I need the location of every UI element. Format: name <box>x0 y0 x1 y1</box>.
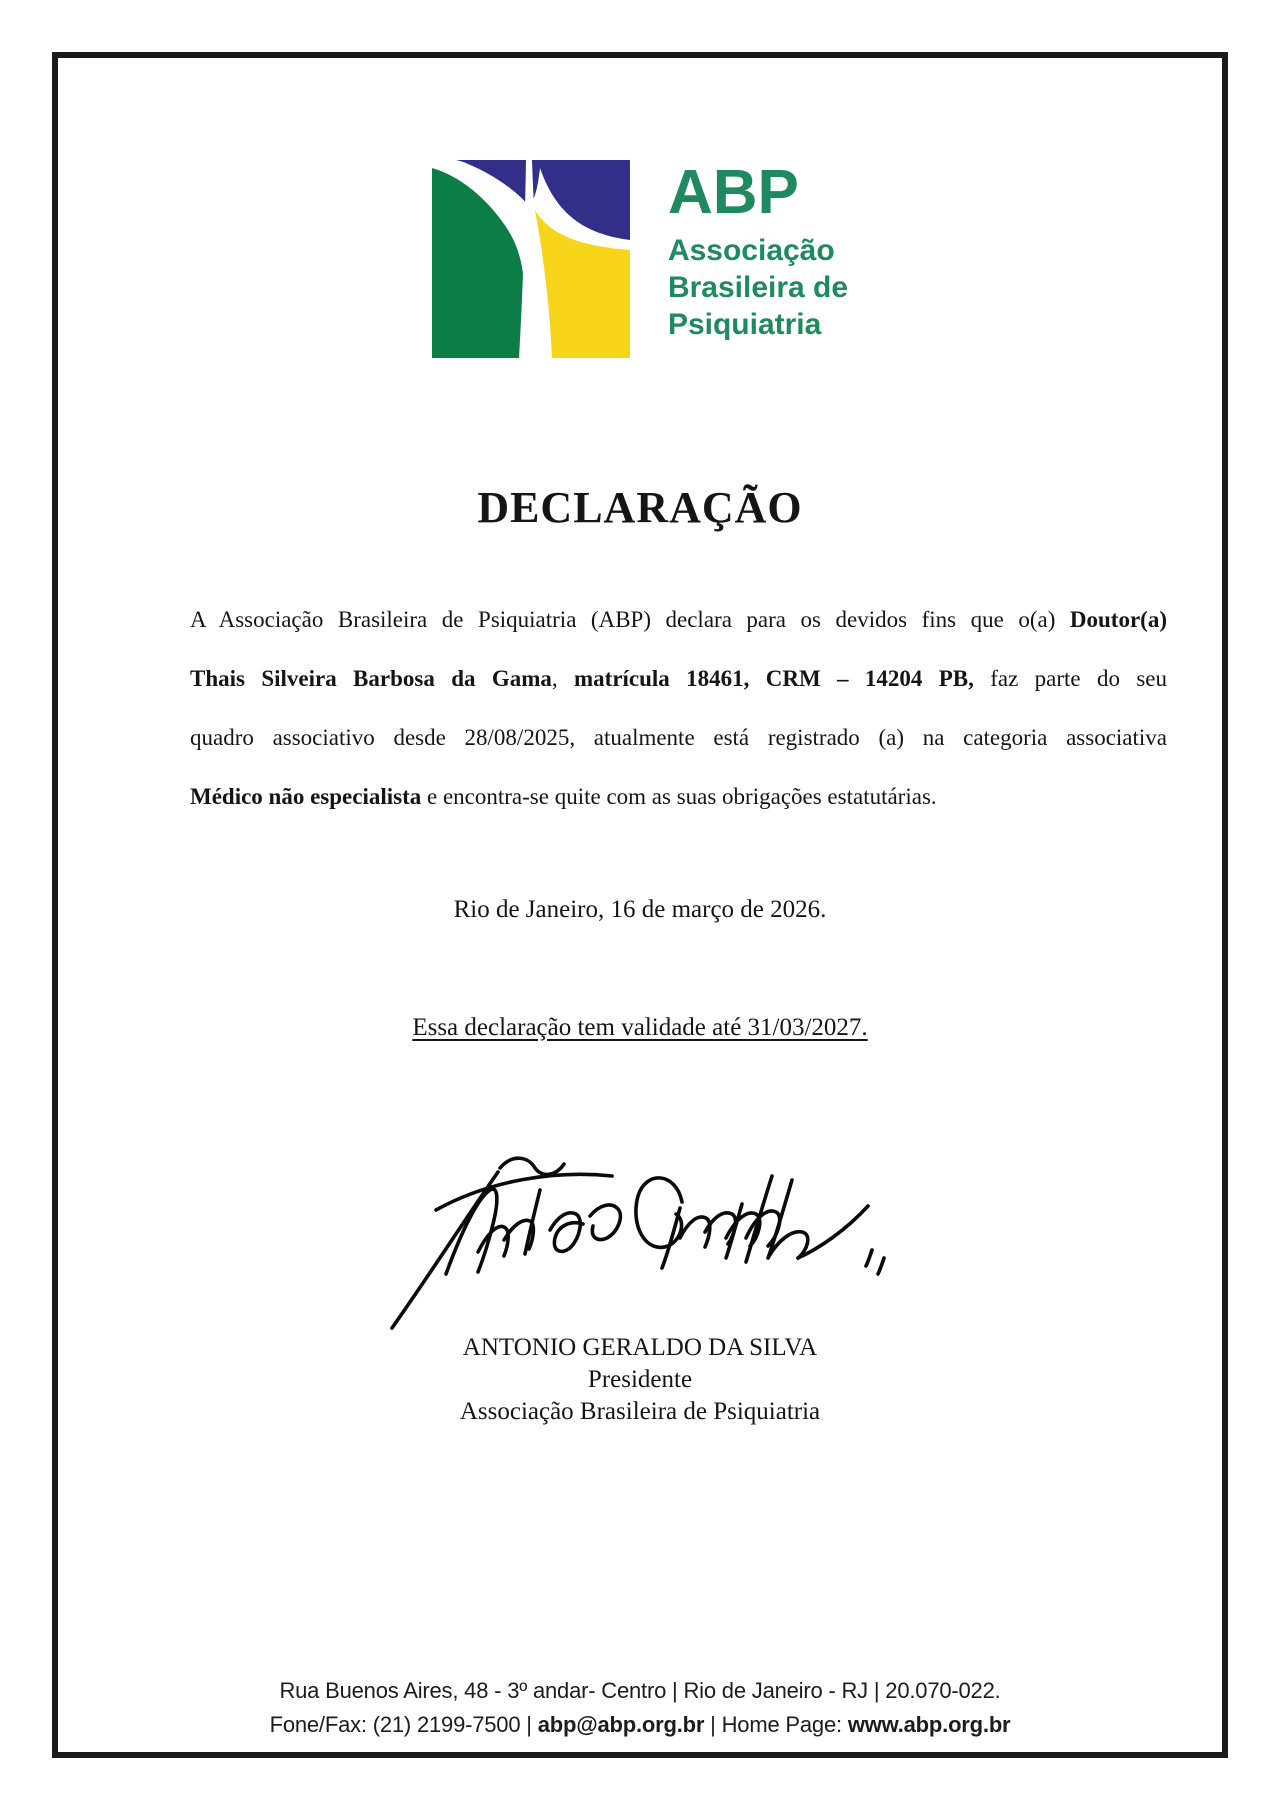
paragraph-line: quadro associativo desde 28/08/2025, atualmente está registrado (a) na categoria associativa <box>190 725 1167 750</box>
signer-block <box>0 1332 1280 1428</box>
validity-line: Essa declaração tem validade até 31/03/2027. <box>412 1014 868 1041</box>
paragraph-line: Médico não especialista e encontra-se quite com as suas obrigações estatutárias. <box>190 784 937 809</box>
place-date-line: Rio de Janeiro, 16 de março de 2026. <box>453 896 827 923</box>
signer-name: ANTONIO GERALDO DA SILVA <box>462 1334 818 1361</box>
abp-logo <box>0 160 1280 358</box>
abp-logo-abbr: ABP <box>667 158 799 227</box>
paragraph-line: Thais Silveira Barbosa da Gama, matrícula 18461, CRM – 14204 PB, faz parte do seu <box>190 666 1167 691</box>
abp-logo-text <box>668 160 848 343</box>
paragraph-line: A Associação Brasileira de Psiquiatria (ABP) declara para os devidos fins que o(a) Doutor(a) <box>190 607 1167 632</box>
signer-role: Presidente <box>587 1366 693 1393</box>
abp-logo-icon <box>432 160 630 358</box>
footer-contact-line: Fone/Fax: (21) 2199-7500 | abp@abp.org.br | Home Page: www.abp.org.br <box>269 1712 1011 1737</box>
footer <box>0 1674 1280 1742</box>
abp-logo-name <box>668 232 848 343</box>
document-title: DECLARAÇÃO <box>477 483 803 532</box>
footer-address-line: Rua Buenos Aires, 48 - 3º andar- Centro | Rio de Janeiro - RJ | 20.070-022. <box>279 1678 1001 1703</box>
declaration-paragraph <box>190 590 1167 826</box>
signature-image <box>380 1146 900 1336</box>
abp-logo-name-line1: Associação <box>667 234 835 267</box>
abp-logo-name-line2: Brasileira de <box>667 271 849 304</box>
signer-organization: Associação Brasileira de Psiquiatria <box>459 1398 821 1425</box>
signature-block <box>0 1146 1280 1336</box>
abp-logo-name-line3: Psiquiatria <box>667 308 822 341</box>
